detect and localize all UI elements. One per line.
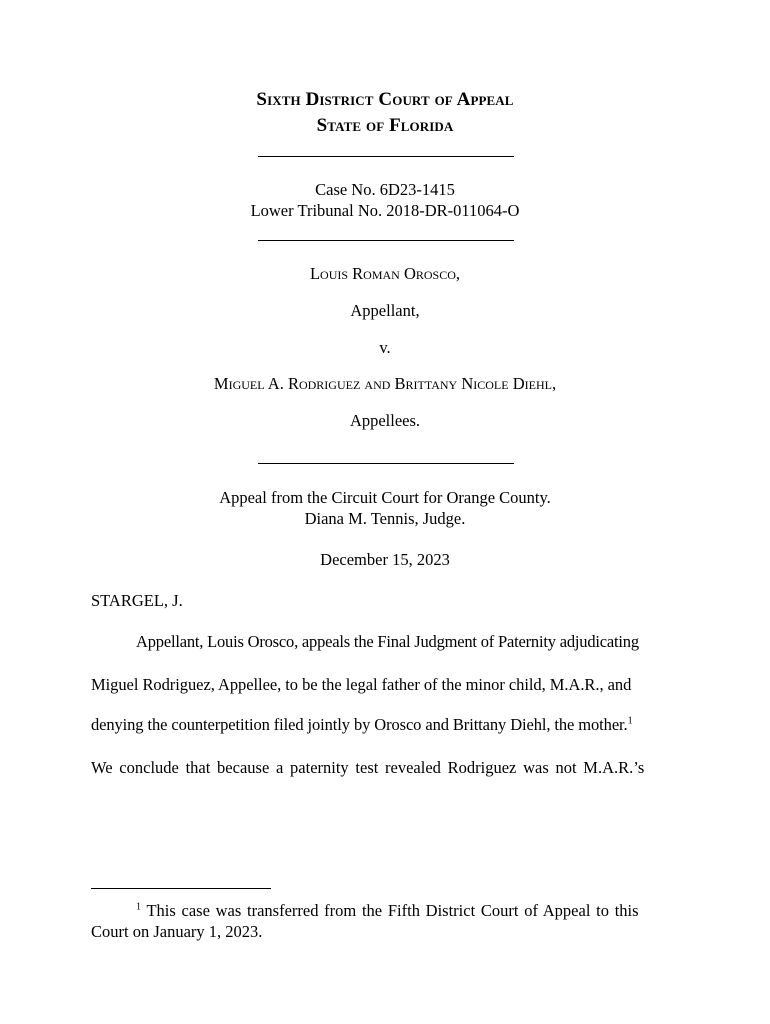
divider [258,463,514,464]
opinion-line-2: Miguel Rodriguez, Appellee, to be the legal father of the minor child, M.A.R., and [91,675,632,694]
court-state: State of Florida [316,115,454,136]
divider [258,240,514,241]
appellees-role: Appellees. [349,411,421,430]
trial-judge: Diana M. Tennis, Judge. [304,509,466,528]
opinion-line-3-text: denying the counterpetition filed jointly by Orosco and Brittany Diehl, the mother. [91,715,628,734]
opinion-line-3 [91,714,681,736]
case-number: Case No. 6D23-1415 [315,180,455,199]
lower-tribunal-number: Lower Tribunal No. 2018-DR-011064-O [250,201,520,220]
footnote-line-2: Court on January 1, 2023. [91,922,263,941]
appellant-role: Appellant, [350,301,420,320]
decision-date: December 15, 2023 [320,550,450,569]
footnote-line-1 [136,900,681,922]
opinion-line-1: Appellant, Louis Orosco, appeals the Final Judgment of Paternity adjudicating [136,632,639,651]
opinion-author: STARGEL, J. [91,591,183,610]
court-name: Sixth District Court of Appeal [256,89,514,110]
footnote-reference[interactable]: 1 [627,715,633,727]
footnote-separator [91,888,271,889]
appellees-names: Miguel A. Rodriguez and Brittany Nicole Diehl, [213,374,557,393]
appeal-from: Appeal from the Circuit Court for Orange County. [219,488,551,507]
appellant-name: Louis Roman Orosco, [309,264,461,283]
versus: v. [379,338,391,357]
divider [258,156,514,157]
footnote-line-1-text: This case was transferred from the Fifth District Court of Appeal to this [146,901,639,920]
footnote-number: 1 [136,901,141,913]
opinion-line-4: We conclude that because a paternity test revealed Rodriguez was not M.A.R.’s [91,758,645,777]
